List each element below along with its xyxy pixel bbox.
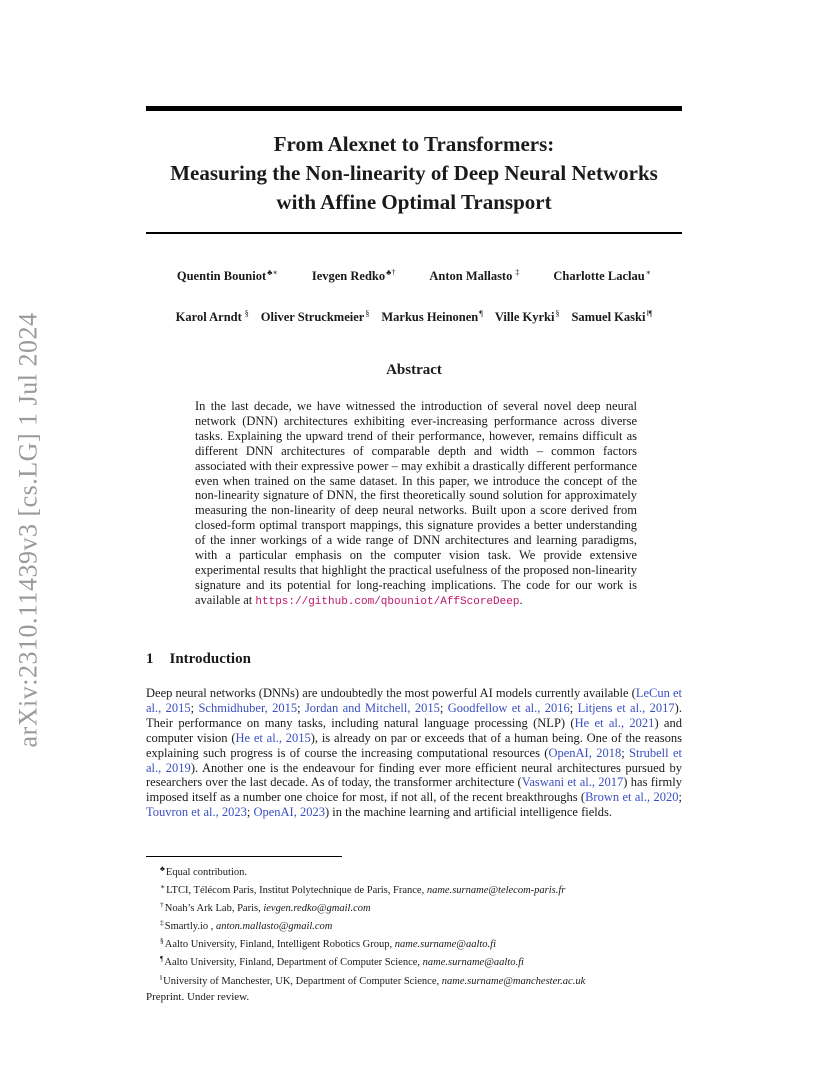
footnote bbox=[160, 971, 682, 989]
intro-paragraph bbox=[146, 686, 682, 820]
arxiv-stamp bbox=[10, 300, 46, 760]
abstract-heading: Abstract bbox=[386, 362, 442, 378]
footnote-mark: † bbox=[160, 900, 164, 910]
citation-link[interactable]: Goodfellow et al., 2016 bbox=[447, 700, 570, 715]
abstract-end: . bbox=[519, 592, 523, 607]
footnote-text: Aalto University, Finland, Department of Computer Science, bbox=[164, 957, 423, 969]
intro-text-segment: ), is already on par or exceeds that of a human being. One of the reasons explaining such progress is of course the increasing computational resources ( bbox=[146, 730, 683, 760]
footnote bbox=[160, 898, 682, 916]
footnotes bbox=[160, 862, 682, 989]
section-heading bbox=[146, 651, 251, 668]
preprint-note: Preprint. Under review. bbox=[146, 991, 250, 1003]
author: Markus Heinonen¶ bbox=[381, 309, 483, 324]
citation-link[interactable]: Vaswani et al., 2017 bbox=[521, 775, 624, 790]
intro-text-segment: ). Another one is the endeavour for finding ever more efficient neural architectures pursued by researchers over the last decade. As of today, the transformer architecture ( bbox=[146, 760, 682, 790]
footnote-email: ievgen.redko@gmail.com bbox=[263, 903, 371, 915]
footnote bbox=[160, 952, 682, 970]
title-line: From Alexnet to Transformers: bbox=[273, 132, 555, 156]
footnote-text: Equal contribution. bbox=[165, 867, 247, 878]
footnote-rule bbox=[146, 856, 342, 857]
title-line: with Affine Optimal Transport bbox=[276, 190, 552, 214]
intro-text-segment: ) and computer vision ( bbox=[146, 715, 682, 745]
arxiv-stamp-text: arXiv:2310.11439v3 [cs.LG] 1 Jul 2024 bbox=[13, 312, 42, 748]
abstract-text: In the last decade, we have witnessed the introduction of several novel deep neural network (DNN) architectures exhibiting ever-increasing performance across diverse tasks. Explaining the upward trend of their performance, however, remains difficult as different DNN architectures of comparable depth and width – common factors associated with their expressive power – may exhibit a drastically different performance even when trained on the same dataset. In this paper, we introduce the concept of the non-linearity signature of DNN, the first theoretically sound solution for approximately measuring the non-linearity of deep neural networks. Built upon a score derived from closed-form optimal transport mappings, this signature provides a better understanding of the inner workings of a wide range of DNN architectures and learning paradigms, with a particular emphasis on the computer vision task. We provide extensive experimental results that highlight the practical usefulness of the proposed non-linearity signature and its potential for long-reaching implications. The code for our work is available at bbox=[195, 399, 637, 607]
footnote-email: name.surname@aalto.fi bbox=[394, 939, 497, 951]
code-link[interactable]: https://github.com/qbouniot/AffScoreDeep bbox=[255, 595, 520, 608]
title-bottom-rule bbox=[146, 232, 682, 234]
footnote bbox=[160, 880, 682, 898]
footnote-text: Aalto University, Finland, Intelligent Robotics Group, bbox=[164, 939, 395, 951]
intro-text-segment: ; bbox=[439, 700, 448, 715]
title-top-rule bbox=[146, 106, 682, 111]
footnote-text: University of Manchester, UK, Department of Computer Science, bbox=[163, 975, 442, 987]
citation-link[interactable]: He et al., 2015 bbox=[235, 730, 311, 745]
author: Samuel Kaski‖¶ bbox=[571, 309, 653, 324]
citation-link[interactable]: LeCun et al., 2015 bbox=[146, 686, 682, 715]
citation-link[interactable]: Brown et al., 2020 bbox=[585, 790, 679, 805]
footnote-email: name.surname@aalto.fi bbox=[422, 957, 524, 969]
intro-text-segment: Deep neural networks (DNNs) are undoubtedly the most powerful AI models currently available ( bbox=[146, 686, 636, 700]
author: Ievgen Redko♣† bbox=[311, 268, 396, 283]
author: Ville Kyrki§ bbox=[494, 309, 560, 324]
citation-link[interactable]: OpenAI, 2018 bbox=[548, 745, 622, 760]
section-title: Introduction bbox=[169, 651, 251, 667]
intro-text-segment: ; bbox=[297, 700, 305, 715]
citation-link[interactable]: OpenAI, 2023 bbox=[253, 805, 325, 820]
intro-text-segment: ) in the machine learning and artificial intelligence fields. bbox=[324, 805, 613, 820]
footnote-email: anton.mallasto@gmail.com bbox=[215, 921, 333, 933]
citation-link[interactable]: Schmidhuber, 2015 bbox=[198, 700, 298, 715]
title-line: Measuring the Non-linearity of Deep Neural Networks bbox=[170, 161, 658, 185]
footnote bbox=[160, 862, 682, 880]
footnote-email: name.surname@telecom-paris.fr bbox=[426, 885, 566, 897]
footnote-mark: ∗ bbox=[160, 882, 166, 892]
intro-text-segment: ; bbox=[190, 700, 199, 715]
author: Anton Mallasto ‡ bbox=[429, 268, 520, 283]
intro-text-segment: ; bbox=[621, 745, 630, 760]
abstract-body bbox=[195, 399, 637, 610]
footnote-text: Smartly.io , bbox=[164, 921, 216, 933]
footnote-mark: ♣ bbox=[160, 864, 165, 873]
footnote bbox=[160, 916, 682, 934]
intro-text-segment: ; bbox=[246, 805, 254, 820]
author: Quentin Bouniot♣∗ bbox=[176, 268, 278, 283]
citation-link[interactable]: Strubell et al., 2019 bbox=[146, 745, 682, 775]
footnote-text: Noah’s Ark Lab, Paris, bbox=[164, 903, 264, 915]
intro-text-segment: ; bbox=[569, 700, 578, 715]
author: Karol Arndt § bbox=[175, 309, 249, 324]
intro-text-segment: ). Their performance on many tasks, including natural language processing (NLP) ( bbox=[146, 700, 682, 730]
citation-link[interactable]: He et al., 2021 bbox=[574, 715, 655, 730]
paper-title bbox=[146, 130, 682, 217]
authors-row-1 bbox=[146, 268, 682, 284]
footnote-mark: ¶ bbox=[160, 954, 164, 964]
citation-link[interactable]: Touvron et al., 2023 bbox=[146, 805, 247, 820]
author: Oliver Struckmeier§ bbox=[260, 309, 370, 324]
author: Charlotte Laclau∗ bbox=[553, 268, 652, 283]
citation-link[interactable]: Jordan and Mitchell, 2015 bbox=[304, 700, 440, 715]
section-number: 1 bbox=[146, 651, 154, 667]
citation-link[interactable]: Litjens et al., 2017 bbox=[577, 700, 675, 715]
intro-text-segment: ; bbox=[678, 790, 682, 805]
authors-row-2 bbox=[146, 309, 682, 325]
footnote-text: LTCI, Télécom Paris, Institut Polytechnique de Paris, France, bbox=[166, 885, 427, 897]
footnote bbox=[160, 934, 682, 952]
intro-text-segment: ) has firmly imposed itself as a number one choice for most, if not all, of the recent breakthroughs ( bbox=[146, 775, 682, 805]
footnote-email: name.surname@manchester.ac.uk bbox=[441, 975, 586, 987]
footnote-mark: ‖ bbox=[160, 972, 163, 982]
footnote-mark: ‡ bbox=[160, 918, 164, 928]
footnote-mark: § bbox=[160, 936, 164, 946]
